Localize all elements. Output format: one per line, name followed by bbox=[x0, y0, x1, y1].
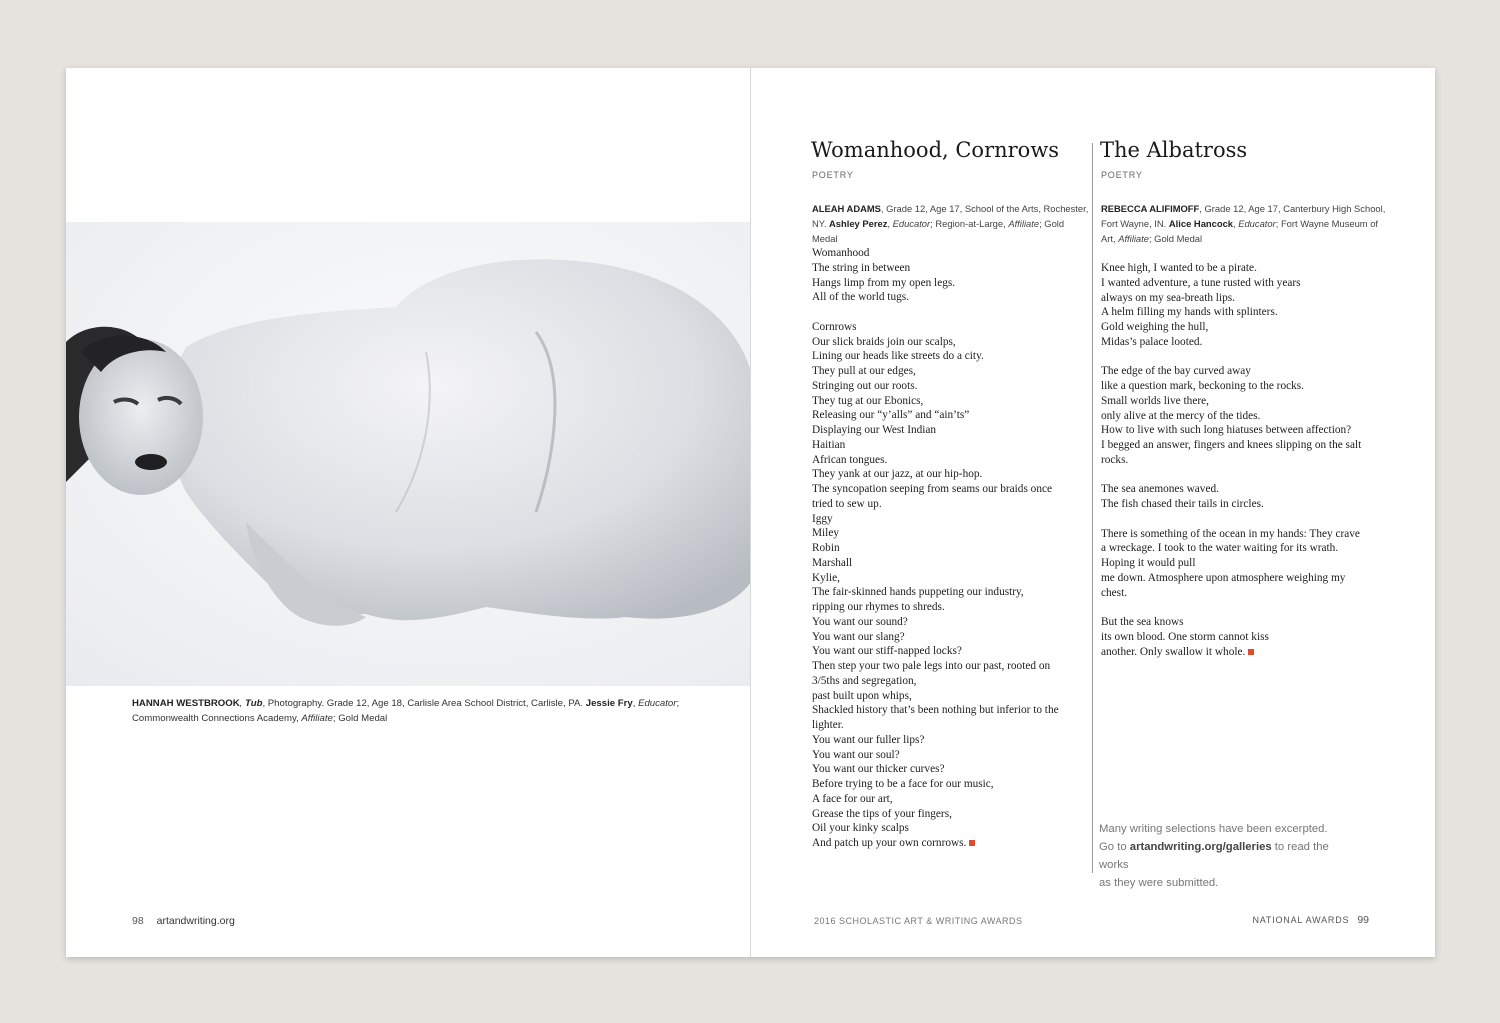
poem-line: You want our fuller lips? bbox=[812, 733, 925, 746]
caption-educator-role: Educator bbox=[638, 698, 677, 709]
photograph-tub bbox=[66, 222, 751, 686]
educator-name: Alice Hancock bbox=[1168, 218, 1233, 229]
footer-section: NATIONAL AWARDS bbox=[1252, 915, 1350, 925]
poem-line: You want our stiff-napped locks? bbox=[812, 645, 962, 658]
poem-line: They pull at our edges, bbox=[812, 365, 916, 377]
author-name: ALEAH ADAMS bbox=[812, 203, 881, 214]
credit-details: , Grade 12, Age 17, School of the Arts, Rochester, bbox=[880, 203, 1089, 214]
poem-line: lighter. bbox=[812, 719, 844, 731]
excerpt-note bbox=[1099, 820, 1339, 892]
footer-publication: 2016 SCHOLASTIC ART & WRITING AWARDS bbox=[814, 916, 1023, 926]
credit-details: , Grade 12, Age 17, Canterbury High School, bbox=[1199, 203, 1386, 214]
poem-line: rocks. bbox=[1101, 453, 1129, 466]
poem-line: Displaying our West Indian bbox=[812, 424, 937, 436]
poem-line: Grease the tips of your fingers, bbox=[812, 807, 952, 820]
poem-line: Hoping it would pull bbox=[1101, 557, 1196, 569]
affiliate-label: Affiliate bbox=[1118, 233, 1149, 244]
poem-line: There is something of the ocean in my hands: They crave bbox=[1101, 527, 1360, 540]
magazine-spread bbox=[66, 68, 1435, 957]
credit-region: ; Region-at-Large, bbox=[930, 218, 1009, 229]
left-page-footer bbox=[132, 915, 235, 927]
poem-line: Cornrows bbox=[812, 320, 857, 333]
caption-artist: HANNAH WESTBROOK bbox=[132, 698, 240, 709]
left-page-number: 98 bbox=[132, 915, 144, 927]
genre-label-albatross: POETRY bbox=[1101, 170, 1143, 180]
poem-line: Oil your kinky scalps bbox=[812, 822, 909, 835]
poem-line: The syncopation seeping from seams our braids once bbox=[812, 483, 1052, 495]
note-line-2-end: to read the works bbox=[1099, 841, 1329, 871]
poem-line: past built upon whips, bbox=[812, 689, 912, 702]
poem-line: All of the world tugs. bbox=[812, 291, 909, 304]
poem-line: Kylie, bbox=[812, 571, 840, 584]
note-line-1: Many writing selections have been excerpted. bbox=[1099, 823, 1328, 835]
poem-title-womanhood: Womanhood, Cornrows bbox=[811, 138, 1060, 162]
poem-line: You want our slang? bbox=[812, 630, 905, 643]
poem-line: always on my sea-breath lips. bbox=[1101, 291, 1235, 304]
poem-line: Our slick braids join our scalps, bbox=[812, 335, 956, 348]
end-mark-icon bbox=[1248, 649, 1254, 655]
stanza-break bbox=[1101, 468, 1391, 483]
caption-educator: Jessie Fry bbox=[585, 698, 633, 709]
credit-museum-cont: Art, bbox=[1101, 233, 1119, 244]
award-label: ; Gold Medal bbox=[812, 218, 1065, 244]
galleries-link[interactable]: artandwriting.org/galleries bbox=[1129, 841, 1272, 853]
poem-line: And patch up your own cornrows. bbox=[812, 836, 1087, 851]
poem-line: Midas’s palace looted. bbox=[1101, 335, 1203, 348]
poem-line: ripping our rhymes to shreds. bbox=[812, 601, 945, 613]
poem-line: I begged an answer, fingers and knees slipping on the salt bbox=[1101, 439, 1362, 451]
right-page-number: 99 bbox=[1357, 914, 1369, 926]
educator-role: Educator bbox=[1238, 218, 1276, 229]
genre-label-womanhood: POETRY bbox=[812, 170, 854, 180]
poem-line: Womanhood bbox=[812, 247, 870, 259]
credit-museum: ; Fort Wayne Museum of bbox=[1275, 218, 1379, 229]
poem-line: Miley bbox=[812, 527, 839, 540]
poem-line: Stringing out our roots. bbox=[812, 379, 918, 392]
credit-location: NY. bbox=[812, 218, 830, 229]
poem-body-womanhood bbox=[812, 246, 1087, 851]
caption-affiliate-label: Affiliate bbox=[301, 713, 333, 724]
poem-line: Gold weighing the hull, bbox=[1101, 321, 1209, 333]
poem-line: You want our soul? bbox=[812, 748, 900, 761]
poem-line: Before trying to be a face for our music, bbox=[812, 778, 994, 790]
credit-location: Fort Wayne, IN. bbox=[1101, 218, 1169, 229]
poem-line: Knee high, I wanted to be a pirate. bbox=[1101, 262, 1257, 274]
poem-line: another. Only swallow it whole. bbox=[1101, 645, 1391, 660]
poem-line: The sea anemones waved. bbox=[1101, 483, 1219, 496]
poem-line: Releasing our “y’alls” and “ain’ts” bbox=[812, 409, 970, 422]
poem-line: Iggy bbox=[812, 512, 833, 525]
poem-line: Small worlds live there, bbox=[1101, 394, 1209, 407]
poem-line: Then step your two pale legs into our past, rooted on bbox=[812, 660, 1051, 672]
poem-line: A helm filling my hands with splinters. bbox=[1101, 306, 1278, 319]
note-line-2: Go to bbox=[1099, 841, 1130, 853]
poem-line: Marshall bbox=[812, 556, 853, 569]
caption-affiliate-line: ; Commonwealth Connections Academy, bbox=[132, 698, 680, 724]
educator-role: Educator bbox=[892, 218, 931, 229]
poem-line: Hangs limp from my open legs. bbox=[812, 276, 956, 289]
poem-line: The edge of the bay curved away bbox=[1101, 365, 1251, 378]
stanza-break bbox=[1101, 600, 1391, 615]
poem-line: I wanted adventure, a tune rusted with years bbox=[1101, 276, 1301, 289]
poem-line: The fair-skinned hands puppeting our industry, bbox=[812, 586, 1024, 599]
caption-award: ; Gold Medal bbox=[332, 713, 388, 724]
poem-line: its own blood. One storm cannot kiss bbox=[1101, 630, 1269, 643]
poem-line: only alive at the mercy of the tides. bbox=[1101, 409, 1261, 422]
author-credit-womanhood: ALEAH ADAMS, Grade 12, Age 17, School of the Arts, Rochester, NY. Ashley Perez, Educator; Region-at-Large, Affiliate; Gold Medal bbox=[812, 203, 1089, 244]
poem-line: Lining our heads like streets do a city. bbox=[812, 350, 984, 363]
right-page-footer bbox=[1252, 914, 1369, 926]
poem-line: like a question mark, beckoning to the rocks. bbox=[1101, 380, 1304, 392]
end-mark-icon bbox=[969, 840, 975, 846]
poem-line: But the sea knows bbox=[1101, 616, 1184, 628]
educator-name: Ashley Perez bbox=[829, 218, 888, 229]
footer-url: artandwriting.org bbox=[156, 915, 235, 927]
poem-line: A face for our art, bbox=[812, 792, 893, 805]
poem-line: Shackled history that’s been nothing but inferior to the bbox=[812, 704, 1059, 717]
poem-line: The fish chased their tails in circles. bbox=[1101, 498, 1264, 510]
page-gutter bbox=[750, 68, 751, 957]
author-credit-albatross: REBECCA ALIFIMOFF, Grade 12, Age 17, Canterbury High School, Fort Wayne, IN. Alice Hancock, Educator; Fort Wayne Museum of Art, Affiliate; Gold Medal bbox=[1101, 203, 1386, 244]
poem-line: African tongues. bbox=[812, 453, 888, 466]
poem-line: chest. bbox=[1101, 586, 1128, 599]
poem-body-albatross bbox=[1101, 261, 1391, 659]
poem-line: You want our thicker curves? bbox=[812, 763, 945, 776]
poem-line: How to live with such long hiatuses between affection? bbox=[1101, 424, 1352, 437]
poem-title-albatross: The Albatross bbox=[1100, 138, 1248, 162]
stanza-break bbox=[1101, 512, 1391, 527]
poem-line: You want our sound? bbox=[812, 615, 908, 628]
stanza-break bbox=[812, 305, 1087, 320]
poem-line: 3/5ths and segregation, bbox=[812, 674, 917, 687]
poem-line: tried to sew up. bbox=[812, 497, 882, 510]
award-label: ; Gold Medal bbox=[1148, 233, 1203, 244]
poem-line: They yank at our jazz, at our hip-hop. bbox=[812, 468, 983, 481]
photo-caption: HANNAH WESTBROOK, Tub, Photography. Grade 12, Age 18, Carlisle Area School District, Carlisle, PA. Jessie Fry, Educator; Commonwealth Connections Academy, Affiliate; Gold Medal bbox=[132, 698, 680, 724]
column-divider bbox=[1092, 143, 1093, 873]
affiliate-label: Affiliate bbox=[1008, 218, 1040, 229]
note-line-3: as they were submitted. bbox=[1099, 877, 1219, 889]
poem-line: The string in between bbox=[812, 261, 911, 274]
poem-line: Haitian bbox=[812, 438, 846, 451]
stanza-break bbox=[1101, 350, 1391, 365]
poem-line: They tug at our Ebonics, bbox=[812, 394, 924, 407]
poem-line: Robin bbox=[812, 542, 840, 554]
poem-line: me down. Atmosphere upon atmosphere weighing my bbox=[1101, 571, 1346, 584]
caption-work-title: , Tub bbox=[239, 698, 263, 709]
caption-details: , Photography. Grade 12, Age 18, Carlisle Area School District, Carlisle, PA. bbox=[262, 698, 586, 709]
photo-illustration bbox=[66, 222, 751, 686]
poem-line: a wreckage. I took to the water waiting for its wrath. bbox=[1101, 542, 1339, 555]
author-name: REBECCA ALIFIMOFF bbox=[1101, 203, 1200, 214]
